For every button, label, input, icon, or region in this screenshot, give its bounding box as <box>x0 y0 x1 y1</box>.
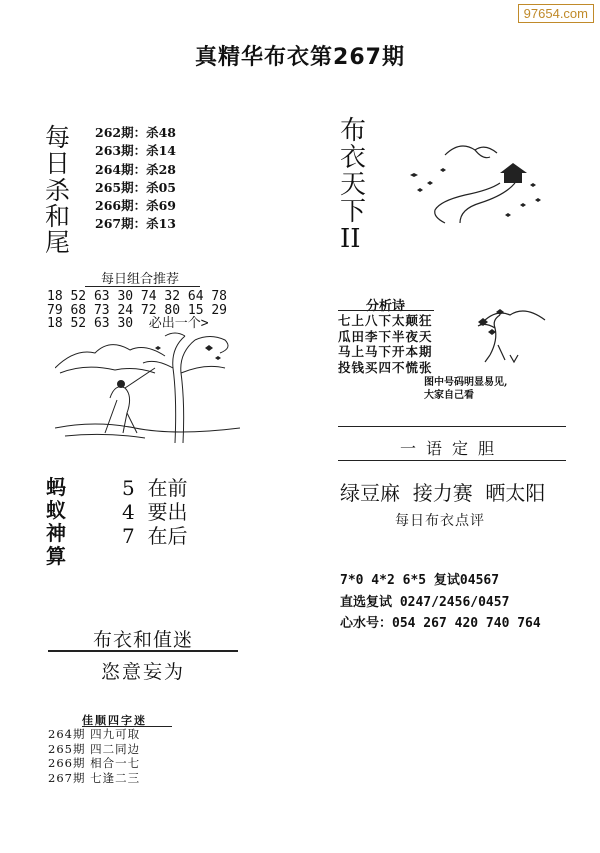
buyi-char: 布 <box>340 116 367 146</box>
combo-row: 79 68 73 24 72 80 15 29 <box>47 302 228 318</box>
poem-line: 马上马下开本期 <box>338 344 433 359</box>
kill-item: 265期：杀05 <box>95 179 176 195</box>
four-char-row: 264期 四九可取 <box>48 727 141 741</box>
ant-row: 5 在前 <box>122 476 188 500</box>
ant-label-char: 蚂 <box>46 475 66 499</box>
ant-label-char: 算 <box>46 544 66 568</box>
hezhi-text: 恣意妄为 <box>100 661 185 683</box>
number-line: 7*0 4*2 6*5 复试04567 <box>340 573 500 588</box>
slogan: 绿豆麻 接力赛 晒太阳 <box>340 481 546 505</box>
page-title: 真精华布衣第267期 <box>195 45 405 70</box>
number-recommendations <box>340 570 541 635</box>
four-char-row: 265期 四二同边 <box>48 741 141 756</box>
kill-item: 266期：杀69 <box>95 198 176 214</box>
combo-rows <box>47 290 227 331</box>
poem-line: 七上八下太颠狂 <box>338 313 433 328</box>
kill-item: 263期：杀14 <box>95 143 176 159</box>
buyi-char: 衣 <box>340 143 367 173</box>
kill-item: 267期：杀13 <box>95 216 176 232</box>
mountain-tree-illustration <box>470 300 560 365</box>
kill-label-char: 和 <box>45 201 71 231</box>
poem-title-divider <box>338 310 434 311</box>
kill-label-char: 日 <box>45 149 71 179</box>
four-char-rows <box>48 727 140 785</box>
ant-row: 7 在后 <box>122 524 188 548</box>
ant-calc-rows <box>122 476 187 548</box>
note-line: 图中号码明显易见, <box>424 377 508 388</box>
daily-kill-list <box>95 124 176 234</box>
buyi-char: 天 <box>340 170 367 200</box>
poem-title: 分析诗 <box>366 299 406 314</box>
yiyu-dingdan-title: 一语定胆 <box>399 439 504 458</box>
note-line: 大家自己看 <box>424 390 474 401</box>
yiyu-bottom-divider <box>338 460 566 461</box>
four-char-row: 267期 七逢二三 <box>48 770 141 785</box>
kill-label-char: 每 <box>45 123 71 152</box>
hezhi-title: 布衣和值迷 <box>92 629 193 651</box>
site-watermark: 97654.com <box>518 4 594 23</box>
daily-review: 每日布衣点评 <box>395 513 485 529</box>
kill-item: 262期：杀48 <box>95 125 176 140</box>
number-line: 直选复试 0247/2456/0457 <box>340 594 510 610</box>
number-line: 心水号：054 267 420 740 764 <box>340 616 541 631</box>
poem-line: 投钱买四不慌张 <box>338 359 433 375</box>
kill-label-char: 尾 <box>45 228 71 257</box>
buyi-tianxia-label <box>340 118 366 253</box>
daily-kill-label <box>45 125 70 256</box>
yiyu-top-divider <box>338 426 566 431</box>
ant-row: 4 要出 <box>122 500 188 524</box>
note <box>424 376 507 402</box>
four-char-row: 266期 相合一七 <box>48 756 141 770</box>
hut-landscape-illustration <box>405 135 555 225</box>
ant-label-char: 蚁 <box>46 498 66 522</box>
ant-label-char: 神 <box>46 521 66 545</box>
ant-calc-label <box>46 476 66 568</box>
combo-row: 18 52 63 30 必出一个> <box>47 316 209 331</box>
buyi-char: II <box>340 224 361 254</box>
kill-label-char: 杀 <box>45 175 71 205</box>
combo-row: 18 52 63 30 74 32 64 78 <box>47 289 228 304</box>
kill-item: 264期：杀28 <box>95 161 176 177</box>
four-char-title: 佳顺四字迷 <box>82 714 147 727</box>
hezhi-divider <box>48 650 238 652</box>
analysis-poem <box>338 313 433 375</box>
buyi-char: 下 <box>340 197 367 227</box>
fisherman-landscape-illustration <box>55 328 240 443</box>
poem-line: 瓜田李下半夜天 <box>338 328 433 344</box>
combo-title-divider <box>85 286 200 287</box>
combo-title: 每日组合推荐 <box>100 272 179 287</box>
